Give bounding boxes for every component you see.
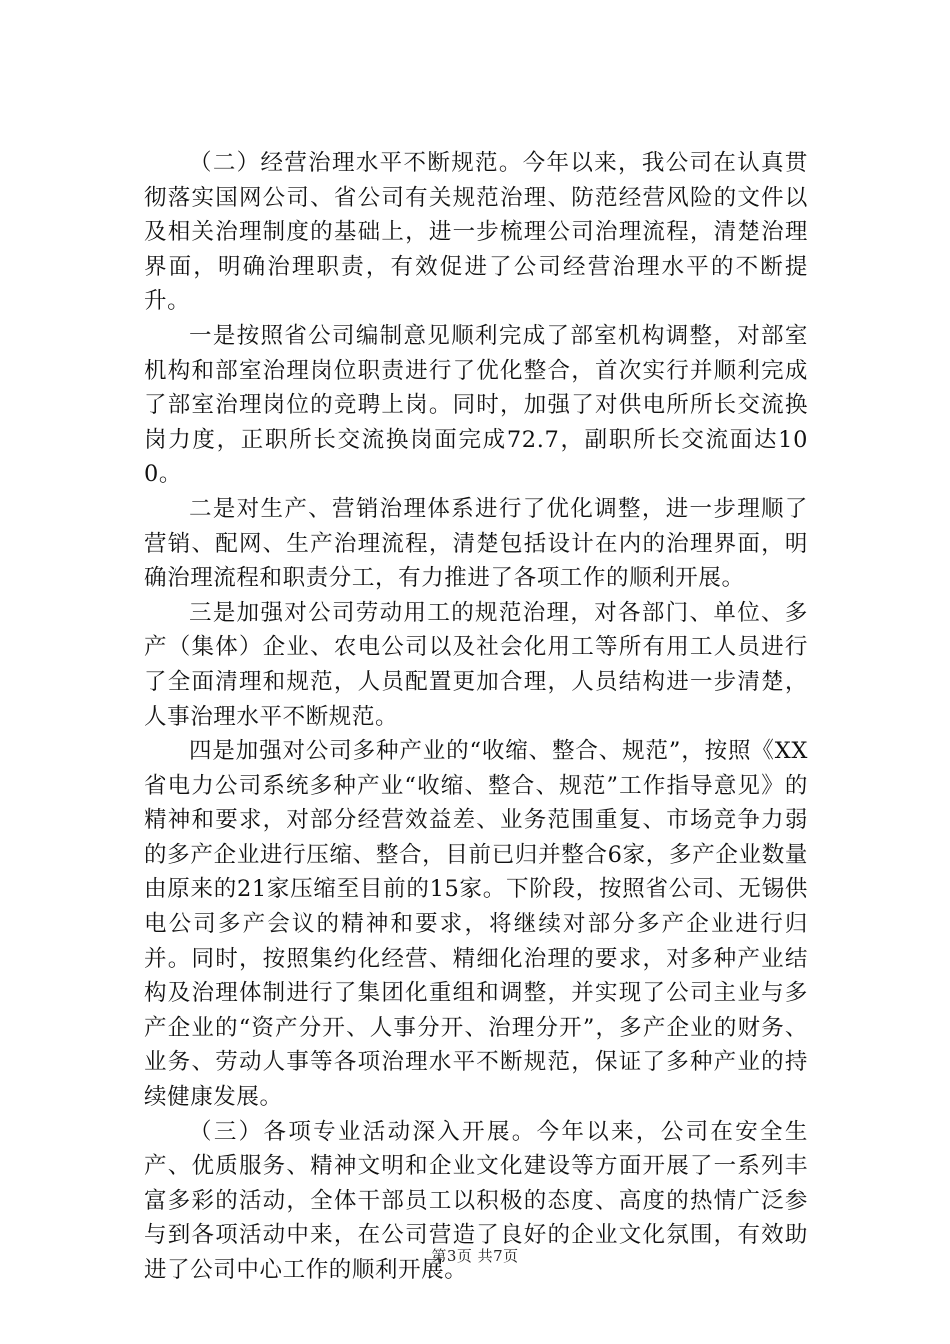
paragraph-second-system-optimization: 二是对生产、营销治理体系进行了优化调整，进一步理顺了营销、配网、生产治理流程，清楚包括设计在内的治理界面，明确治理流程和职责分工，有力推进了各项工作的顺利开展。 <box>144 495 808 592</box>
paragraph-first-department-adjustment: 一是按照省公司编制意见顺利完成了部室机构调整，对部室机构和部室治理岗位职责进行了优化整合，首次实行并顺利完成了部室治理岗位的竞聘上岗。同时，加强了对供电所所长交流换岗力度，正职所长交流换岗面完成72.7，副职所长交流面达100。 <box>144 322 808 488</box>
page-number-footer: 第3页 共7页 <box>431 1247 519 1265</box>
paragraph-management-level: （二）经营治理水平不断规范。今年以来，我公司在认真贯彻落实国网公司、省公司有关规范治理、防范经营风险的文件以及相关治理制度的基础上，进一步梳理公司治理流程，清楚治理界面，明确治理职责，有效促进了公司经营治理水平的不断提升。 <box>144 150 808 315</box>
paragraph-fourth-industry-integration: 四是加强对公司多种产业的“收缩、整合、规范”，按照《XX省电力公司系统多种产业“收缩、整合、规范”工作指导意见》的精神和要求，对部分经营效益差、业务范围重复、市场竞争力弱的多产企业进行压缩、整合，目前已归并整合6家，多产企业数量由原来的21家压缩至目前的15家。下阶段，按照省公司、无锡供电公司多产会议的精神和要求，将继续对部分多产企业进行归并。同时，按照集约化经营、精细化治理的要求，对多种产业结构及治理体制进行了集团化重组和调整，并实现了公司主业与多产企业的“资产分开、人事分开、治理分开”，多产企业的财务、业务、劳动人事等各项治理水平不断规范，保证了多种产业的持续健康发展。 <box>144 738 808 1111</box>
paragraph-special-activities: （三）各项专业活动深入开展。今年以来，公司在安全生产、优质服务、精神文明和企业文化建设等方面开展了一系列丰富多彩的活动，全体干部员工以积极的态度、高度的热情广泛参与到各项活动中来，在公司营造了良好的企业文化氛围，有效助进了公司中心工作的顺利开展。 <box>144 1118 808 1283</box>
document-body <box>144 146 808 1288</box>
paragraph-third-labor-management: 三是加强对公司劳动用工的规范治理，对各部门、单位、多产（集体）企业、农电公司以及社会化用工等所有用工人员进行了全面清理和规范，人员配置更加合理，人员结构进一步清楚，人事治理水平不断规范。 <box>144 599 808 730</box>
